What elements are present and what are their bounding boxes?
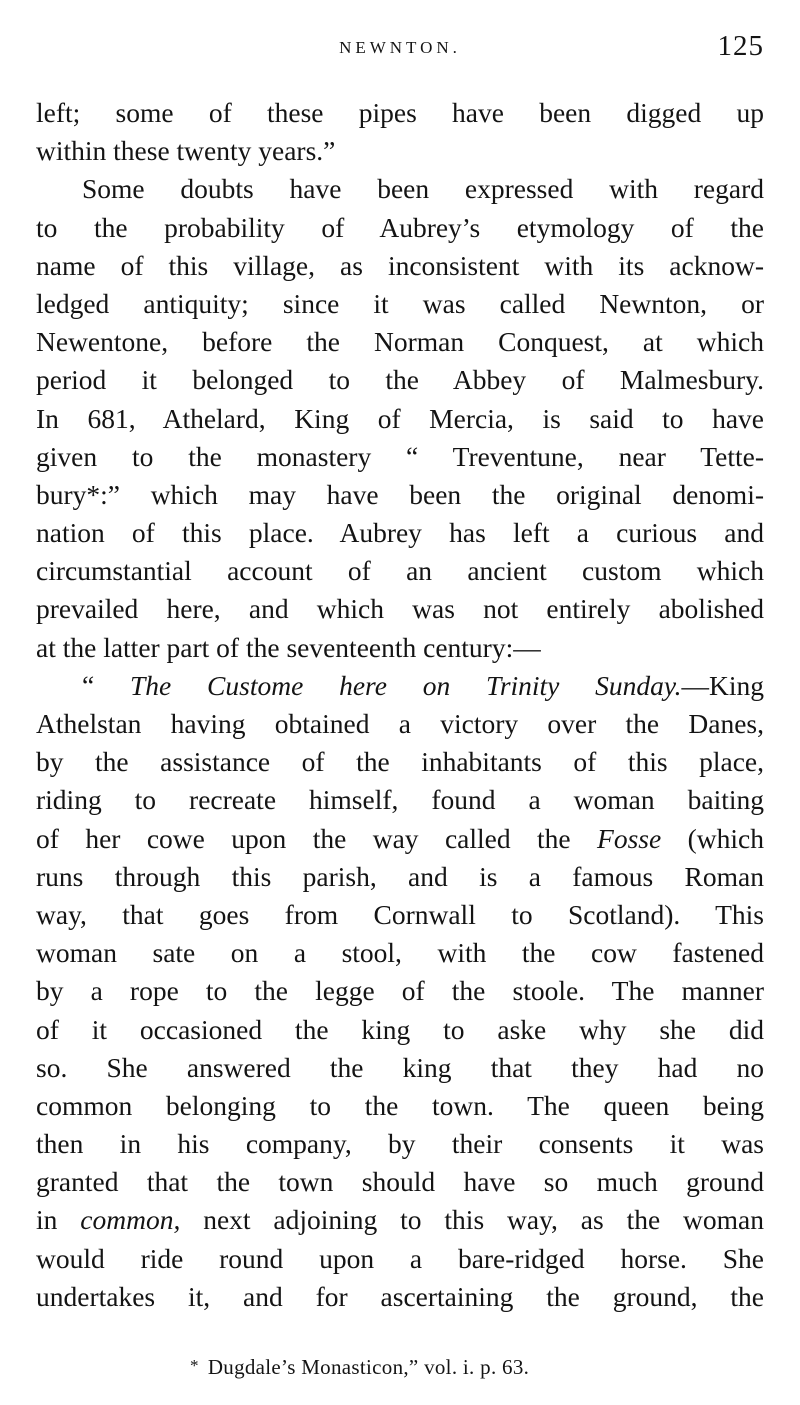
- line-suffix: (which: [661, 822, 764, 854]
- text-line: at the latter part of the seventeenth century:—: [36, 631, 541, 663]
- text-line: riding to recreate himself, found a woman baiting: [36, 784, 764, 816]
- text-line: period it belonged to the Abbey of Malmesbury.: [36, 364, 764, 396]
- text-line: Athelstan having obtained a victory over the Danes,: [36, 708, 764, 739]
- text-line: name of this village, as inconsistent with its acknow-: [36, 249, 764, 281]
- text-line-with-italic: [36, 1201, 764, 1239]
- text-line-italic-title: [36, 667, 764, 705]
- text-line: left; some of these pipes have been digged up: [36, 97, 764, 128]
- footnote-marker: *: [190, 1356, 199, 1375]
- line-suffix: next adjoining to this way, as the woman: [180, 1204, 764, 1236]
- text-line: granted that the town should have so much ground: [36, 1166, 764, 1198]
- text-line: woman sate on a stool, with the cow fastened: [36, 937, 764, 969]
- text-line: common belonging to the town. The queen being: [36, 1089, 764, 1121]
- text-line: prevailed here, and which was not entirely abolished: [36, 593, 764, 625]
- page-number: 125: [717, 30, 764, 62]
- text-line: of it occasioned the king to aske why she did: [36, 1013, 764, 1045]
- text-line: way, that goes from Cornwall to Scotland). This: [36, 898, 764, 930]
- text-line: by a rope to the legge of the stoole. The manner: [36, 975, 764, 1007]
- text-line: so. She answered the king that they had no: [36, 1051, 764, 1083]
- footnote: [190, 1355, 529, 1380]
- text-line: runs through this parish, and is a famous Roman: [36, 860, 764, 892]
- text-line: circumstantial account of an ancient custom which: [36, 555, 764, 587]
- text-line: by the assistance of the inhabitants of this place,: [36, 746, 764, 778]
- footnote-text: Dugdale’s Monasticon,” vol. i. p. 63.: [207, 1355, 530, 1379]
- line-prefix: of her cowe upon the way called the: [36, 822, 598, 854]
- italic-word: Fosse: [597, 822, 662, 854]
- running-title: NEWNTON.: [339, 38, 461, 57]
- text-line: Newentone, before the Norman Conquest, at which: [36, 326, 764, 358]
- text-line: would ride round upon a bare-ridged horse. She: [36, 1242, 764, 1274]
- text-line: given to the monastery “ Treventune, near Tette-: [36, 440, 764, 472]
- text-line: bury*:” which may have been the original denomi-: [36, 478, 764, 510]
- italic-phrase: The Custome here on Trinity Sunday.: [130, 669, 682, 701]
- line-suffix: —King: [681, 669, 764, 701]
- text-line: to the probability of Aubrey’s etymology of the: [36, 211, 764, 243]
- text-line: within these twenty years.”: [36, 135, 336, 167]
- text-line: In 681, Athelard, King of Mercia, is said to have: [36, 402, 764, 434]
- italic-word: common,: [80, 1204, 181, 1236]
- text-line-with-italic: [36, 820, 764, 858]
- line-prefix: in: [36, 1204, 81, 1236]
- running-head: [36, 30, 764, 70]
- text-line: nation of this place. Aubrey has left a curious and: [36, 517, 764, 549]
- body-text: [36, 94, 764, 1316]
- line-prefix: “: [82, 669, 131, 701]
- text-line: ledged antiquity; since it was called Newnton, or: [36, 287, 764, 319]
- text-line: undertakes it, and for ascertaining the ground, the: [36, 1280, 764, 1312]
- text-line: Some doubts have been expressed with regard: [82, 173, 764, 205]
- text-line: then in his company, by their consents it was: [36, 1128, 764, 1160]
